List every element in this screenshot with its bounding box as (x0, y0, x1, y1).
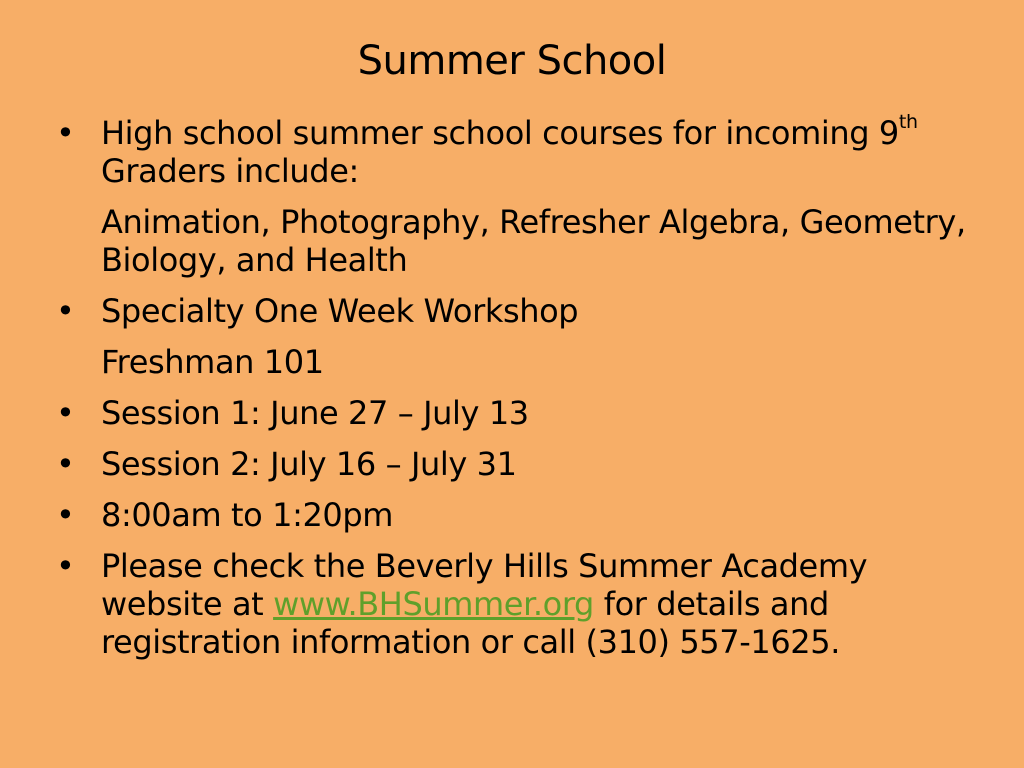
bullet-courses-text-end: Graders include: (101, 152, 359, 190)
bullet-workshop-text: Specialty One Week Workshop (101, 292, 579, 330)
bullet-dot: • (56, 547, 75, 585)
bullet-session-2 (56, 445, 976, 483)
bullet-session-2-text: Session 2: July 16 – July 31 (101, 445, 517, 483)
ordinal-superscript: th (898, 111, 918, 134)
bullet-dot: • (56, 496, 75, 534)
bullet-session-1 (56, 394, 976, 432)
bullet-hours-text: 8:00am to 1:20pm (101, 496, 394, 534)
bullet-website-text: Please check the Beverly Hills Summer Academy website at (101, 547, 868, 623)
bullet-dot: • (56, 292, 75, 330)
workshop-name: Freshman 101 (101, 343, 324, 381)
bullet-website-text-end: for details and registration information or call (310) 557-1625. (101, 585, 840, 661)
bullet-dot: • (56, 394, 75, 432)
bullet-hours (56, 496, 976, 534)
slide-title: Summer School (357, 38, 667, 84)
bullet-dot: • (56, 114, 75, 152)
courses-list: Animation, Photography, Refresher Algebra, Geometry, Biology, and Health (101, 203, 966, 279)
bullet-dot: • (56, 445, 75, 483)
slide-body (56, 111, 976, 674)
bullet-courses-text: High school summer school courses for incoming 9 (101, 114, 899, 152)
bullet-workshop (56, 292, 976, 330)
bullet-website (56, 547, 976, 661)
bullet-courses (56, 111, 976, 190)
website-link[interactable]: www.BHSummer.org (273, 585, 594, 623)
bullet-session-1-text: Session 1: June 27 – July 13 (101, 394, 529, 432)
